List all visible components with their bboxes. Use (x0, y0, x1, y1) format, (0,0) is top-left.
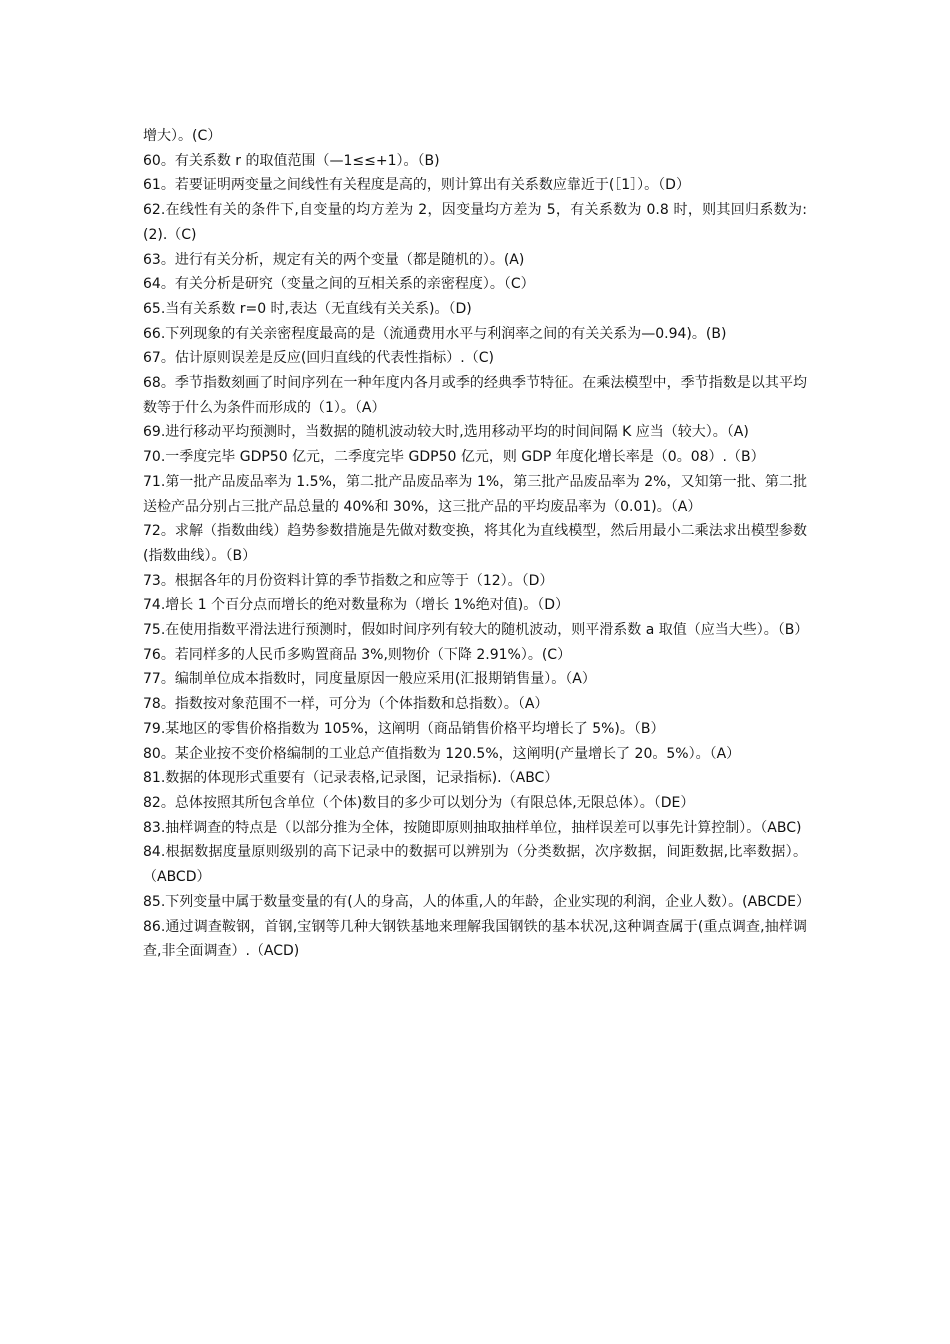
question-61: 61。若要证明两变量之间线性有关程度是高的，则计算出有关系数应靠近于(［1］）。（D） (143, 177, 690, 194)
question-77: 77。编制单位成本指数时，同度量原因一般应采用(汇报期销售量）。（A） (143, 671, 596, 688)
question-71: 71.第一批产品废品率为 1.5%，第二批产品废品率为 1%，第三批产品废品率为 2%，又知第一批、第二批送检产品分别占三批产品总量的 40%和 30%，这三批产品的平均废品率为（0.01)。（A） (143, 473, 807, 515)
question-86: 86.通过调查鞍钢，首钢,宝钢等几种大钢铁基地来理解我国钢铁的基本状况,这种调查属于(重点调查,抽样调查,非全面调查）.（ACD) (143, 918, 807, 960)
question-62: 62.在线性有关的条件下,自变量的均方差为 2，因变量均方差为 5，有关系数为 0.8 时，则其回归系数为:(2).（C) (143, 202, 807, 243)
question-79: 79.某地区的零售价格指数为 105%，这阐明（商品销售价格平均增长了 5%)。（B） (143, 720, 665, 737)
question-64: 64。有关分析是研究（变量之间的互相关系的亲密程度）。（C） (143, 276, 535, 293)
question-73: 73。根据各年的月份资料计算的季节指数之和应等于（12）。（D） (143, 572, 554, 589)
question-80: 80。某企业按不变价格编制的工业总产值指数为 120.5%，这阐明(产量增长了 20。5%）。（A） (143, 745, 741, 762)
question-63: 63。进行有关分析，规定有关的两个变量（都是随机的）。(A) (143, 251, 525, 268)
question-70: 70.一季度完毕 GDP50 亿元，二季度完毕 GDP50 亿元，则 GDP 年度化增长率是（0。08）.（B） (143, 449, 765, 466)
question-72: 72。求解（指数曲线）趋势参数措施是先做对数变换，将其化为直线模型，然后用最小二乘法求出模型参数(指数曲线）。（B） (143, 523, 807, 564)
question-74: 74.增长 1 个百分点而增长的绝对数量称为（增长 1%绝对值)。（D） (143, 597, 569, 614)
question-65: 65.当有关系数 r=0 时,表达（无直线有关关系)。（D) (143, 300, 472, 317)
question-84: 84.根据数据度量原则级别的高下记录中的数据可以辨别为（分类数据，次序数据，间距数据,比率数据）。（ABCD） (143, 844, 807, 886)
question-83: 83.抽样调查的特点是（以部分推为全体，按随即原则抽取抽样单位，抽样误差可以事先计算控制）。（ABC) (143, 819, 802, 836)
question-75: 75.在使用指数平滑法进行预测时，假如时间序列有较大的随机波动，则平滑系数 a 取值（应当大些）。（B） (143, 622, 809, 639)
paragraph-continuation: 增大）。(C） (143, 128, 222, 144)
question-67: 67。估计原则误差是反应(回归直线的代表性指标）.（C) (143, 350, 494, 367)
question-85: 85.下列变量中属于数量变量的有(人的身高，人的体重,人的年龄，企业实现的利润，企业人数）。(ABCDE） (143, 893, 810, 910)
question-69: 69.进行移动平均预测时，当数据的随机波动较大时,选用移动平均的时间间隔 K 应当（较大）。（A) (143, 424, 749, 441)
question-60: 60。有关系数 r 的取值范围（—1≤≤+1）。（B) (143, 152, 440, 169)
question-82: 82。总体按照其所包含单位（个体)数目的多少可以划分为（有限总体,无限总体）。（DE） (143, 794, 695, 811)
question-68: 68。季节指数刻画了时间序列在一种年度内各月或季的经典季节特征。在乘法模型中，季节指数是以其平均数等于什么为条件而形成的（1）。（A） (143, 375, 807, 416)
question-78: 78。指数按对象范围不一样，可分为（个体指数和总指数）。（A） (143, 696, 549, 713)
question-76: 76。若同样多的人民币多购置商品 3%,则物价（下降 2.91%）。(C） (143, 646, 572, 663)
document-body (143, 124, 810, 964)
question-66: 66.下列现象的有关亲密程度最高的是（流通费用水平与利润率之间的有关关系为—0.94)。(B) (143, 325, 727, 342)
question-81: 81.数据的体现形式重要有（记录表格,记录图，记录指标).（ABC） (143, 770, 559, 787)
